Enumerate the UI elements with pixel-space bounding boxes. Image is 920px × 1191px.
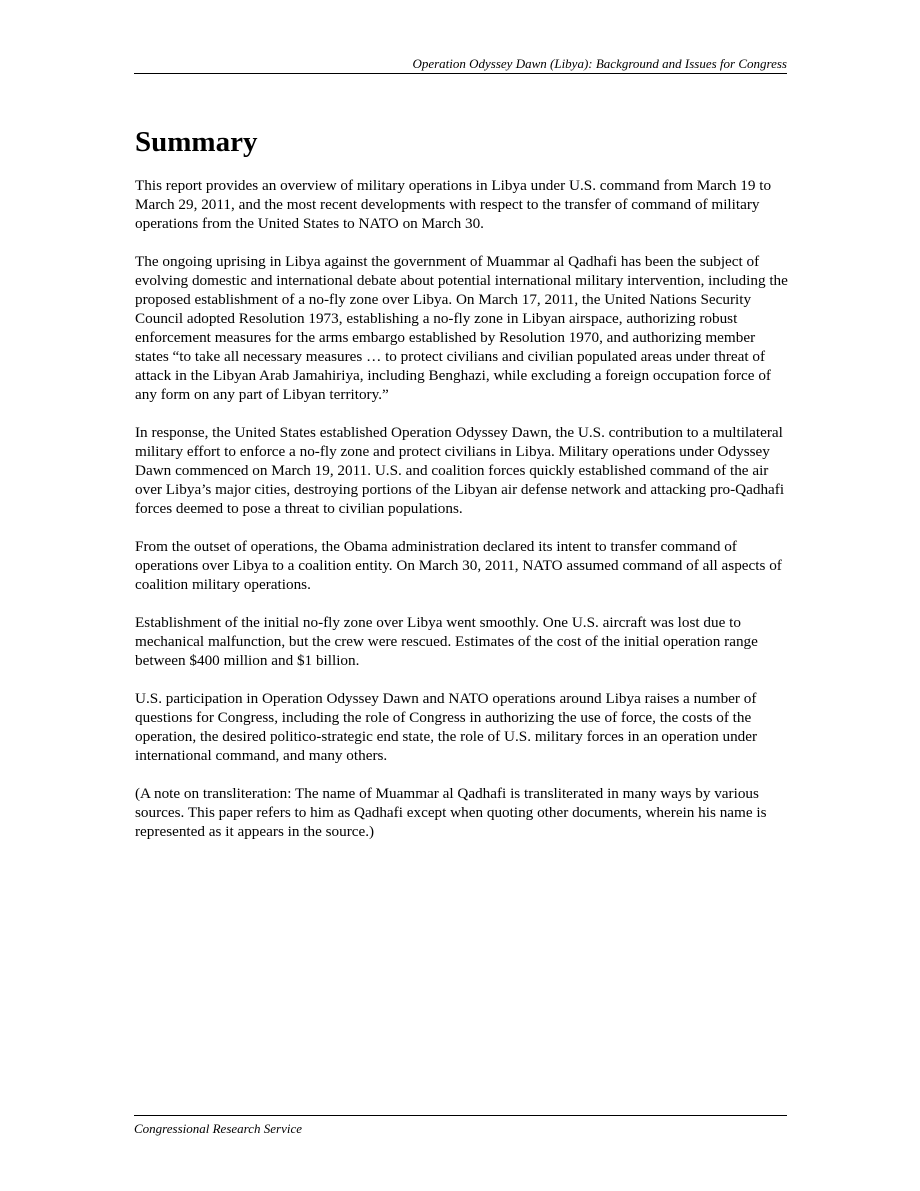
summary-paragraph-2: The ongoing uprising in Libya against the government of Muammar al Qadhafi has been the subject of evolving domestic and international debate about potential international military intervention, including the proposed establishment of a no-fly zone over Libya. On March 17, 2011, the United Nations Security Council adopted Resolution 1973, establishing a no-fly zone in Libyan airspace, authorizing robust enforcement measures for the arms embargo established by Resolution 1970, and authorizing member states “to take all necessary measures … to protect civilians and civilian populated areas under threat of attack in the Libyan Arab Jamahiriya, including Benghazi, while excluding a foreign occupation force of any form on any part of Libyan territory.” — [135, 253, 788, 403]
summary-paragraph-1: This report provides an overview of military operations in Libya under U.S. command from March 19 to March 29, 2011, and the most recent developments with respect to the transfer of command of military operations from the United States to NATO on March 30. — [135, 177, 772, 232]
summary-paragraph-6: U.S. participation in Operation Odyssey Dawn and NATO operations around Libya raises a number of questions for Congress, including the role of Congress in authorizing the use of force, the costs of the operation, the desired politico-strategic end state, the role of U.S. military forces in an operation under international command, and many others. — [135, 690, 758, 764]
transliteration-note: (A note on transliteration: The name of Muammar al Qadhafi is transliterated in many ways by various sources. This paper refers to him as Qadhafi except when quoting other documents, wherein his name is represented as it appears in the source.) — [135, 785, 767, 840]
summary-paragraph-5: Establishment of the initial no-fly zone over Libya went smoothly. One U.S. aircraft was lost due to mechanical malfunction, but the crew were rescued. Estimates of the cost of the initial operation range between $400 million and $1 billion. — [135, 614, 758, 669]
running-footer: Congressional Research Service — [134, 1115, 787, 1137]
summary-paragraph-4: From the outset of operations, the Obama administration declared its intent to transfer command of operations over Libya to a coalition entity. On March 30, 2011, NATO assumed command of all aspects of coalition military operations. — [135, 538, 782, 593]
page-content — [135, 124, 790, 860]
running-header: Operation Odyssey Dawn (Libya): Background and Issues for Congress — [134, 56, 787, 74]
section-title: Summary — [135, 126, 258, 158]
summary-paragraph-3: In response, the United States established Operation Odyssey Dawn, the U.S. contribution to a multilateral military effort to enforce a no-fly zone and protect civilians in Libya. Military operations under Odyssey Dawn commenced on March 19, 2011. U.S. and coalition forces quickly established command of the air over Libya’s major cities, destroying portions of the Libyan air defense network and attacking pro-Qadhafi forces deemed to pose a threat to civilian populations. — [135, 424, 785, 517]
